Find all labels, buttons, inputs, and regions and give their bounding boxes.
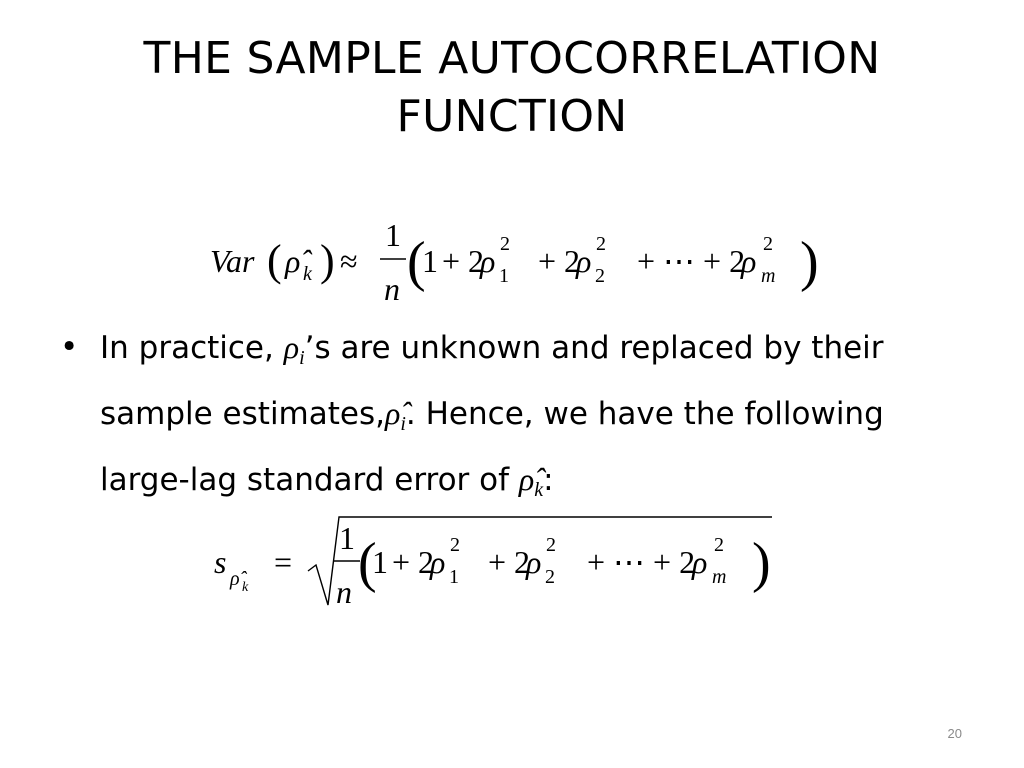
- rho-i-symbol: ρ: [283, 329, 300, 365]
- se-big-open-paren: (: [358, 532, 377, 594]
- rho-hat-k: ρ̂: [285, 243, 301, 279]
- se-term-2-sup: 2: [450, 534, 460, 556]
- big-open-paren: (: [407, 231, 426, 293]
- title-line-1: THE SAMPLE AUTOCORRELATION: [143, 33, 881, 84]
- term-4-sup: 2: [763, 233, 773, 255]
- term-4-coef: + ⋯ + 2: [637, 243, 746, 279]
- rho-hat-k-inline-sub: k: [534, 479, 544, 501]
- approx-sign: ≈: [340, 243, 358, 279]
- term-2-coef: + 2: [442, 243, 485, 279]
- term-2-sup: 2: [500, 233, 510, 255]
- s-sub-k: k: [242, 580, 249, 595]
- rho-hat-k-symbol: ρ̂: [518, 461, 535, 497]
- title-line-2: FUNCTION: [396, 91, 628, 142]
- se-term-2-coef: + 2: [392, 544, 435, 580]
- bullet-part-3: . Hence, we have the following large-lag standard error of: [100, 396, 884, 498]
- rho-hat-k-sub: k: [303, 263, 312, 285]
- s-symbol: s: [214, 544, 227, 580]
- se-frac-denominator: n: [336, 574, 352, 610]
- term-3-sup: 2: [596, 233, 606, 255]
- equals-sign: =: [274, 544, 293, 580]
- standard-error-equation: [212, 515, 792, 615]
- se-term-4-sup: 2: [714, 534, 724, 556]
- s-sub-rho: ρ̂: [230, 568, 240, 590]
- se-term-2-sub: 1: [449, 566, 459, 588]
- bullet-part-2: ’s are unknown and replaced by their sample estimates,: [100, 330, 884, 432]
- term-2-sub: 1: [499, 265, 509, 287]
- rho-i-sub: i: [299, 347, 305, 369]
- term-1: 1: [422, 243, 438, 279]
- se-term-4-rho: ρ: [692, 544, 708, 580]
- bullet-dot: •: [60, 329, 79, 365]
- frac-numerator: 1: [385, 217, 401, 253]
- se-term-2-rho: ρ: [430, 544, 446, 580]
- slide-title: [0, 30, 1024, 146]
- se-term-3-coef: + 2: [488, 544, 531, 580]
- frac-denominator: n: [384, 271, 400, 304]
- se-term-3-rho: ρ: [526, 544, 542, 580]
- term-3-coef: + 2: [538, 243, 581, 279]
- bullet-part-4: :: [543, 462, 554, 498]
- term-4-sub: m: [761, 265, 776, 287]
- big-close-paren: ): [800, 231, 819, 293]
- se-frac-numerator: 1: [339, 520, 355, 556]
- se-term-4-sub: m: [712, 566, 727, 588]
- term-4-rho: ρ: [741, 243, 757, 279]
- se-big-close-paren: ): [752, 532, 771, 594]
- slide-number: 20: [947, 726, 962, 741]
- se-term-1: 1: [372, 544, 388, 580]
- term-3-rho: ρ: [576, 243, 592, 279]
- rho-hat-i-sub: i: [400, 413, 406, 435]
- close-paren: ): [320, 236, 335, 285]
- se-term-4-coef: + ⋯ + 2: [587, 544, 696, 580]
- open-paren: (: [267, 236, 282, 285]
- bullet-part-1: In practice,: [100, 330, 284, 366]
- rho-hat-i-symbol: ρ̂: [384, 395, 401, 431]
- var-label: Var: [210, 243, 255, 279]
- term-3-sub: 2: [595, 265, 605, 287]
- rho-hat-k-inline: [518, 461, 544, 501]
- se-term-3-sup: 2: [546, 534, 556, 556]
- se-term-3-sub: 2: [545, 566, 555, 588]
- variance-equation: [210, 212, 830, 304]
- rho-hat-i: [384, 395, 406, 435]
- rho-i: [283, 329, 305, 369]
- term-2-rho: ρ: [480, 243, 496, 279]
- bullet-text: [100, 320, 980, 518]
